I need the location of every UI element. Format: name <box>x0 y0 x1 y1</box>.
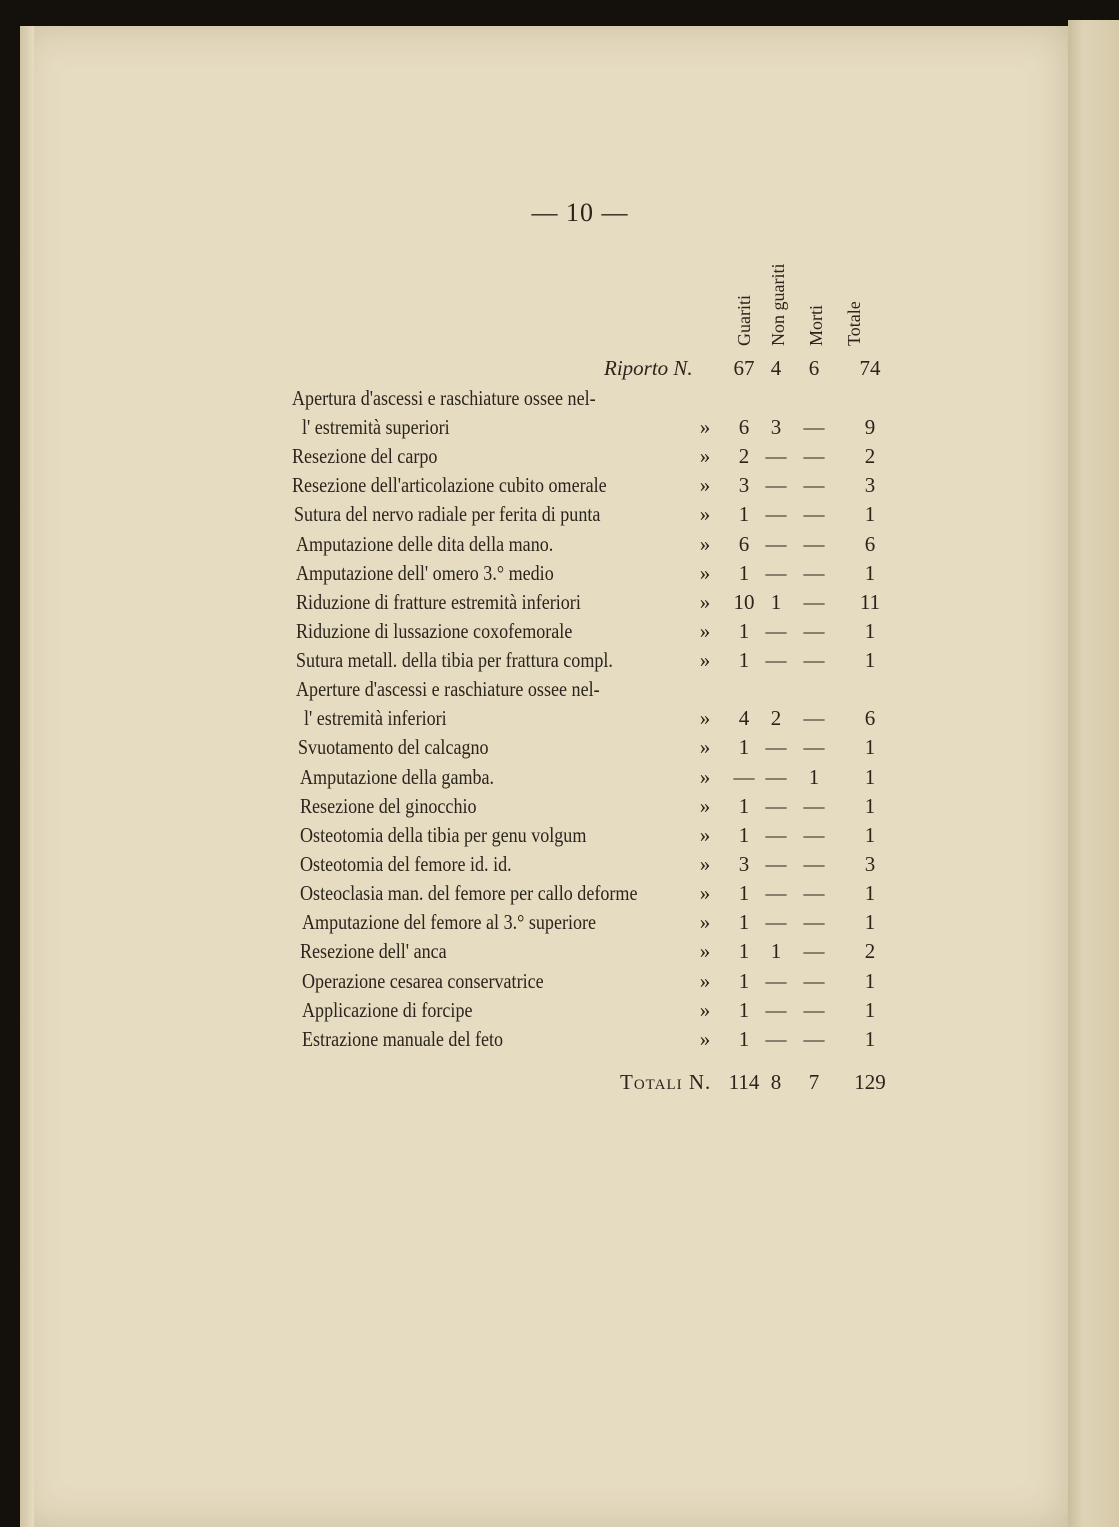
ditto-mark: » <box>699 532 711 556</box>
cell-totale: 6 <box>864 706 876 730</box>
operation-label: Applicazione di forcipe <box>302 998 473 1022</box>
cell-non-guariti: — <box>765 561 787 585</box>
cell-guariti: 3 <box>738 852 750 876</box>
cell-totale: 6 <box>864 532 876 556</box>
cell-morti: — <box>803 532 825 556</box>
cell-totale: 2 <box>864 444 876 468</box>
cell-morti: — <box>803 881 825 905</box>
table-row <box>0 646 1119 674</box>
column-header-totale: Totale <box>844 301 864 346</box>
ditto-mark: » <box>699 1027 711 1051</box>
cell-morti: — <box>803 415 825 439</box>
table-row <box>0 967 1119 995</box>
cell-morti: — <box>803 561 825 585</box>
cell-guariti: 1 <box>738 619 750 643</box>
ditto-mark: » <box>699 473 711 497</box>
ditto-mark: » <box>699 794 711 818</box>
ditto-mark: » <box>699 969 711 993</box>
cell-morti: — <box>803 794 825 818</box>
table-row <box>0 1025 1119 1053</box>
cell-guariti: 1 <box>738 998 750 1022</box>
cell-guariti: 1 <box>738 939 750 963</box>
cell-non-guariti: — <box>765 444 787 468</box>
cell-guariti: 1 <box>738 1027 750 1051</box>
ditto-mark: » <box>699 619 711 643</box>
ditto-mark: » <box>699 444 711 468</box>
cell-totale: 1 <box>864 561 876 585</box>
cell-non-guariti: — <box>765 502 787 526</box>
riporto-label: Riporto N. <box>604 356 693 380</box>
operation-label: Resezione del carpo <box>292 444 438 468</box>
table-row <box>0 675 1119 703</box>
cell-non-guariti: — <box>765 794 787 818</box>
totali-non-guariti: 8 <box>770 1070 782 1094</box>
ditto-mark: » <box>699 735 711 759</box>
cell-non-guariti: 2 <box>770 706 782 730</box>
operation-label: Amputazione delle dita della mano. <box>296 532 554 556</box>
cell-guariti: 1 <box>738 910 750 934</box>
ditto-mark: » <box>699 415 711 439</box>
operation-label: l' estremità superiori <box>302 415 450 439</box>
table-row <box>0 879 1119 907</box>
cell-totale: 1 <box>864 823 876 847</box>
cell-totale: 1 <box>864 794 876 818</box>
ditto-mark: » <box>699 998 711 1022</box>
operation-label: Amputazione dell' omero 3.° medio <box>296 561 554 585</box>
cell-guariti: 6 <box>738 532 750 556</box>
operation-label: Aperture d'ascessi e raschiature ossee nel- <box>296 677 600 701</box>
totali-morti: 7 <box>808 1070 820 1094</box>
riporto-row <box>0 354 1119 382</box>
operation-label: Sutura del nervo radiale per ferita di punta <box>294 502 601 526</box>
operation-label: Apertura d'ascessi e raschiature ossee nel- <box>292 386 596 410</box>
cell-guariti: 1 <box>738 881 750 905</box>
totali-guariti: 114 <box>728 1070 760 1094</box>
ditto-mark: » <box>699 823 711 847</box>
cell-morti: — <box>803 619 825 643</box>
table-row <box>0 763 1119 791</box>
cell-non-guariti: — <box>765 735 787 759</box>
cell-morti: — <box>803 502 825 526</box>
cell-morti: — <box>803 852 825 876</box>
ditto-mark: » <box>699 765 711 789</box>
table-row <box>0 588 1119 616</box>
ditto-mark: » <box>699 561 711 585</box>
table-row <box>0 617 1119 645</box>
cell-guariti: — <box>733 765 755 789</box>
operation-label: l' estremità inferiori <box>304 706 447 730</box>
cell-totale: 1 <box>864 619 876 643</box>
table-row <box>0 937 1119 965</box>
table-row <box>0 530 1119 558</box>
cell-non-guariti: — <box>765 823 787 847</box>
cell-morti: — <box>803 444 825 468</box>
cell-guariti: 2 <box>738 444 750 468</box>
cell-totale: 1 <box>864 502 876 526</box>
cell-totale: 1 <box>864 765 876 789</box>
cell-totale: 1 <box>864 998 876 1022</box>
cell-morti: — <box>803 648 825 672</box>
cell-morti: 1 <box>808 765 820 789</box>
cell-non-guariti: — <box>765 473 787 497</box>
cell-guariti: 6 <box>738 415 750 439</box>
table-row <box>0 850 1119 878</box>
cell-guariti: 1 <box>738 735 750 759</box>
cell-non-guariti: — <box>765 532 787 556</box>
table-row <box>0 792 1119 820</box>
cell-non-guariti: — <box>765 910 787 934</box>
cell-morti: — <box>803 969 825 993</box>
cell-non-guariti: — <box>765 765 787 789</box>
operation-label: Amputazione della gamba. <box>300 765 495 789</box>
operation-label: Estrazione manuale del feto <box>302 1027 504 1051</box>
cell-morti: — <box>803 910 825 934</box>
operation-label: Amputazione del femore al 3.° superiore <box>302 910 597 934</box>
column-header-non-guariti: Non guariti <box>768 263 788 346</box>
cell-morti: — <box>803 823 825 847</box>
cell-non-guariti: 3 <box>770 415 782 439</box>
cell-guariti: 1 <box>738 502 750 526</box>
operation-label: Riduzione di fratture estremità inferiori <box>296 590 581 614</box>
ditto-mark: » <box>699 939 711 963</box>
cell-totale: 3 <box>864 852 876 876</box>
cell-totale: 3 <box>864 473 876 497</box>
cell-morti: — <box>803 939 825 963</box>
page-number: — 10 — <box>531 198 629 227</box>
table-row <box>0 733 1119 761</box>
cell-totale: 1 <box>864 735 876 759</box>
cell-non-guariti: — <box>765 852 787 876</box>
cell-non-guariti: 1 <box>770 590 782 614</box>
operation-label: Resezione dell' anca <box>300 939 447 963</box>
cell-totale: 1 <box>864 1027 876 1051</box>
riporto-non-guariti: 4 <box>770 356 782 380</box>
cell-non-guariti: — <box>765 969 787 993</box>
table-row <box>0 704 1119 732</box>
cell-non-guariti: — <box>765 881 787 905</box>
table-row <box>0 996 1119 1024</box>
totali-totale: 129 <box>854 1070 886 1094</box>
column-header-guariti: Guariti <box>734 295 754 346</box>
cell-totale: 1 <box>864 881 876 905</box>
operation-label: Osteotomia della tibia per genu volgum <box>300 823 587 847</box>
cell-morti: — <box>803 735 825 759</box>
cell-guariti: 1 <box>738 794 750 818</box>
cell-totale: 1 <box>864 648 876 672</box>
cell-totale: 9 <box>864 415 876 439</box>
cell-guariti: 1 <box>738 648 750 672</box>
cell-morti: — <box>803 1027 825 1051</box>
operation-label: Resezione dell'articolazione cubito omerale <box>292 473 607 497</box>
cell-guariti: 1 <box>738 969 750 993</box>
riporto-morti: 6 <box>808 356 820 380</box>
ditto-mark: » <box>699 590 711 614</box>
cell-guariti: 4 <box>738 706 750 730</box>
riporto-guariti: 67 <box>733 356 755 380</box>
cell-totale: 11 <box>859 590 881 614</box>
cell-non-guariti: 1 <box>770 939 782 963</box>
ditto-mark: » <box>699 910 711 934</box>
cell-morti: — <box>803 706 825 730</box>
cell-guariti: 1 <box>738 823 750 847</box>
cell-totale: 1 <box>864 910 876 934</box>
table-row <box>0 384 1119 412</box>
totali-label: Totali N. <box>620 1070 712 1094</box>
operation-label: Resezione del ginocchio <box>300 794 477 818</box>
ditto-mark: » <box>699 706 711 730</box>
cell-morti: — <box>803 998 825 1022</box>
riporto-totale: 74 <box>859 356 881 380</box>
operation-label: Sutura metall. della tibia per frattura compl. <box>296 648 613 672</box>
cell-non-guariti: — <box>765 998 787 1022</box>
ditto-mark: » <box>699 502 711 526</box>
ditto-mark: » <box>699 881 711 905</box>
cell-morti: — <box>803 590 825 614</box>
table-row <box>0 559 1119 587</box>
cell-guariti: 10 <box>733 590 755 614</box>
operation-label: Operazione cesarea conservatrice <box>302 969 544 993</box>
cell-totale: 1 <box>864 969 876 993</box>
operation-label: Osteoclasia man. del femore per callo deforme <box>300 881 638 905</box>
totali-row <box>0 1068 1119 1096</box>
table-row <box>0 908 1119 936</box>
column-header-morti: Morti <box>806 304 826 346</box>
ditto-mark: » <box>699 648 711 672</box>
table-row <box>0 442 1119 470</box>
cell-non-guariti: — <box>765 648 787 672</box>
cell-non-guariti: — <box>765 619 787 643</box>
table-row <box>0 413 1119 441</box>
operation-label: Osteotomia del femore id. id. <box>300 852 512 876</box>
ditto-mark: » <box>699 852 711 876</box>
cell-non-guariti: — <box>765 1027 787 1051</box>
table-row <box>0 500 1119 528</box>
cell-totale: 2 <box>864 939 876 963</box>
cell-morti: — <box>803 473 825 497</box>
cell-guariti: 3 <box>738 473 750 497</box>
table-row <box>0 471 1119 499</box>
cell-guariti: 1 <box>738 561 750 585</box>
operation-label: Svuotamento del calcagno <box>298 735 489 759</box>
table-row <box>0 821 1119 849</box>
operation-label: Riduzione di lussazione coxofemorale <box>296 619 573 643</box>
